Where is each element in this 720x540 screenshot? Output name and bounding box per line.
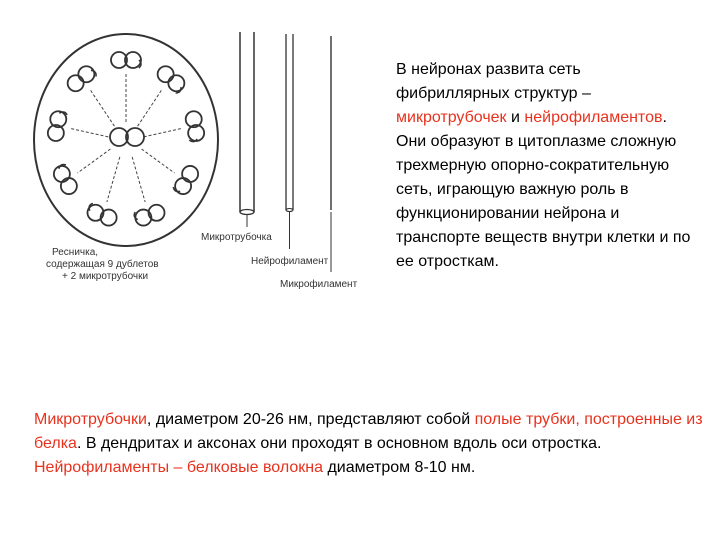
microtubules-description	[34, 408, 704, 456]
radial-spoke	[144, 129, 181, 137]
cilium-cross-section	[34, 34, 218, 246]
radial-spoke	[142, 149, 175, 173]
radial-spoke	[90, 89, 114, 126]
doublet-tubule-a	[182, 166, 198, 182]
bottom-paragraph	[34, 408, 704, 480]
neurofilament-rod	[286, 34, 293, 249]
neurofilament-label: Нейрофиламент	[251, 256, 329, 267]
right-paragraph	[396, 58, 696, 274]
right-text-part-2: и	[506, 109, 525, 126]
cilium-label-line-3: + 2 микротрубочки	[62, 271, 149, 282]
microtubule-rod	[240, 32, 254, 227]
right-text-part-1: В нейронах развита сеть фибриллярных структур –	[396, 61, 591, 102]
microtubule-label: Микротрубочка	[201, 232, 272, 243]
doublet-tubule-b	[54, 166, 70, 182]
doublet-tubule-b	[168, 75, 184, 91]
cilium-label-line-2: содержащая 9 дублетов	[46, 259, 159, 270]
radial-spoke	[78, 149, 111, 173]
term-neurofilaments-bottom: Нейрофиламенты – белковые волокна	[34, 459, 323, 476]
neurofilaments-description	[34, 456, 704, 480]
term-microtubules: микротрубочек	[396, 109, 507, 126]
cytoskeleton-figure	[28, 22, 373, 297]
cilium-label-line-1: Ресничка,	[52, 247, 99, 258]
radial-spoke	[71, 129, 108, 137]
radial-spoke	[132, 157, 145, 202]
doublet-tubule-a	[61, 178, 77, 194]
doublet-tubule-a	[158, 66, 174, 82]
term-neurofilaments: нейрофиламентов	[524, 109, 663, 126]
doublet-tubule-b	[87, 205, 103, 221]
doublet-tubule-a	[68, 75, 84, 91]
bottom-text-part-1: , диаметром 20-26 нм, представляют собой	[146, 411, 475, 428]
bottom-text-part-2: . В дендритах и аксонах они проходят в основном вдоль оси отростка.	[76, 435, 602, 452]
right-text-part-3: . Они образуют в цитоплазме сложную трехмерную опорно-сократительную сеть, играющую важную роль в функционировании нейрона и транспорте веществ внутри клетки и по ее отросткам.	[396, 109, 691, 270]
bottom-text-part-3: диаметром 8-10 нм.	[323, 459, 476, 476]
right-paragraph-text	[396, 58, 696, 274]
doublet-tubule-b	[135, 210, 151, 226]
microfilament-label: Микрофиламент	[280, 279, 358, 290]
radial-spoke	[138, 89, 162, 126]
cytoskeleton-diagram	[28, 22, 373, 297]
term-microtubules-bottom: Микротрубочки	[34, 411, 147, 428]
doublet-tubule-b	[78, 66, 94, 82]
radial-spoke	[107, 157, 120, 202]
term-hollow-tubes: полые трубки, построенные из белка	[34, 411, 703, 452]
central-pair	[110, 128, 144, 146]
